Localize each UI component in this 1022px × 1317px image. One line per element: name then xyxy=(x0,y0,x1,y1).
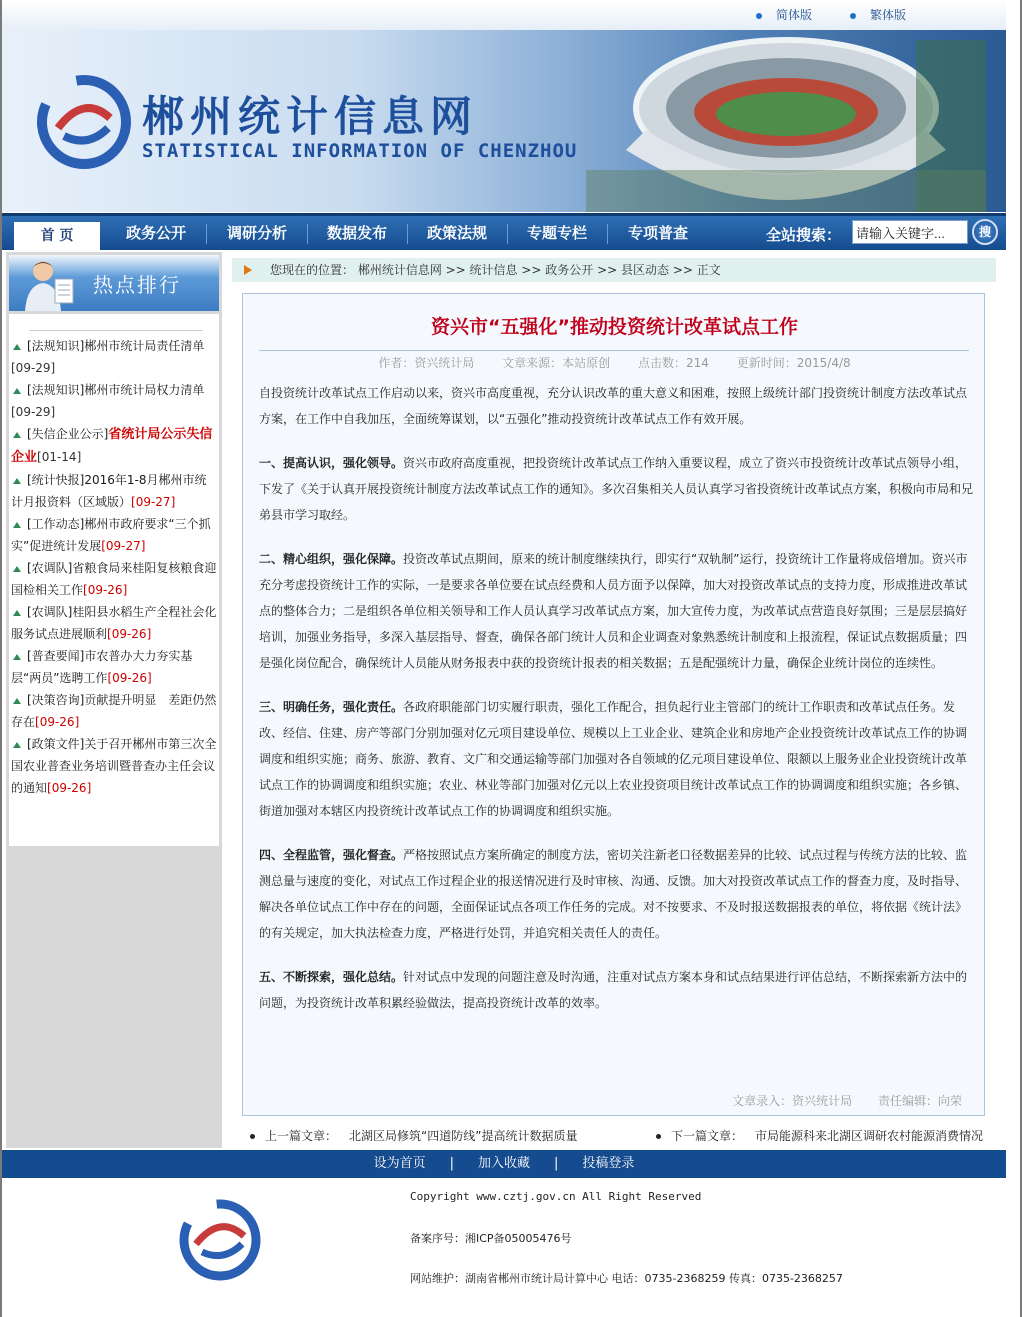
prev-article-link[interactable]: 北湖区局修筑“四道防线”提高统计数据质量 xyxy=(349,1129,578,1143)
nav-item-government[interactable]: 政务公开 xyxy=(126,224,187,242)
separator: | xyxy=(554,1156,559,1171)
nav-item-census[interactable]: 专项普查 xyxy=(628,224,689,242)
news-date: [09-27] xyxy=(131,495,176,509)
article-section xyxy=(259,694,973,824)
section-text: 各政府职能部门切实履行职责，强化工作配合，担负起行业主管部门的统计工作职责和改革试点任务。发改、经信、住建、房产等部门分别加强对亿元项目建设单位、规模以上工业企业、建筑企业和房地产企业投资统计改革试点工作的协调调度和组织实施；商务、旅游、教育、文广和交通运输等部门加强对各自领域的亿元项目建设单位、限额以上服务业企业投资统计改革试点工作的协调调度和组织实施；农业、林业等部门加强对亿元以上农业投资项目统计改革试点工作的协调调度和组织实施；各乡镇、街道加强对本辖区内投资统计改革试点工作的协调调度和组织实施。 xyxy=(259,700,968,818)
triangle-icon xyxy=(13,742,21,748)
site-footer xyxy=(2,1180,1006,1300)
divider xyxy=(259,350,969,351)
article-editor: 责任编辑：向荣 xyxy=(877,1094,962,1108)
reporter-avatar-icon xyxy=(21,257,77,311)
sidebar-header xyxy=(9,255,219,311)
search-label: 全站搜索： xyxy=(766,226,842,244)
news-date: [09-26] xyxy=(83,583,128,597)
section-heading: 一、提高认识，强化领导。 xyxy=(259,456,404,470)
breadcrumb xyxy=(232,258,996,282)
news-date: [09-26] xyxy=(47,781,92,795)
hot-news-item[interactable] xyxy=(11,689,217,733)
nav-home[interactable]: 首 页 xyxy=(14,222,100,250)
news-title[interactable]: 省粮食局来桂阳复核粮食迎国检相关工作 xyxy=(11,561,217,597)
site-logo-icon xyxy=(36,74,132,170)
triangle-icon xyxy=(13,654,21,660)
news-title[interactable]: 市农普办大力夯实基层“两员”选聘工作 xyxy=(11,649,193,685)
nav-item-policy[interactable]: 政策法规 xyxy=(427,224,488,242)
news-category: [普查要闻] xyxy=(27,649,85,663)
article-intro: 自投资统计改革试点工作启动以来，资兴市高度重视，充分认识改革的重大意义和困难，按照上级统计部门投资统计制度方法改革试点方案，在工作中自我加压，全面统筹谋划，以“五强化”推动投资统计改革试点工作有效开展。 xyxy=(259,386,968,426)
news-category: [工作动态] xyxy=(27,517,85,531)
news-category: [法规知识] xyxy=(27,383,85,397)
news-title[interactable]: 2016年1-8月郴州市统计月报资料（区域版） xyxy=(11,473,207,509)
separator: | xyxy=(449,1156,454,1171)
triangle-icon xyxy=(13,610,21,616)
news-title[interactable]: 郴州市统计局权力清单 xyxy=(84,383,205,397)
article xyxy=(242,293,985,1116)
news-date: [09-27] xyxy=(101,539,146,553)
news-date: [09-26] xyxy=(107,627,152,641)
simplified-link[interactable] xyxy=(756,6,812,23)
copyright-text: Copyright www.cztj.gov.cn All Right Reserved xyxy=(410,1190,702,1203)
article-section xyxy=(259,842,973,946)
news-title[interactable]: 郴州市统计局责任清单 xyxy=(84,339,205,353)
section-heading: 三、明确任务，强化责任。 xyxy=(259,700,404,714)
news-date: [09-29] xyxy=(11,361,56,375)
section-text: 严格按照试点方案所确定的制度方法，密切关注新老口径数据差异的比较、试点过程与传统方法的比较、监测总量与速度的变化，对试点工作过程企业的报送情况进行及时审核、沟通、反馈。加大对投资改革试点工作的督查力度，及时指导、解决各单位试点工作中存在的问题，全面保证试点各项工作任务的完成。对不按要求、不及时报送数据报表的单位，将依据《统计法》的有关规定，加大执法检查力度，严格进行处罚，并追究相关责任人的责任。 xyxy=(259,848,968,940)
stadium-image xyxy=(586,30,986,212)
nav-separator xyxy=(407,224,408,244)
site-title: 郴州统计信息网 xyxy=(142,92,479,141)
bullet-icon xyxy=(250,1134,255,1139)
bullet-icon xyxy=(656,1134,661,1139)
hot-news-item[interactable] xyxy=(11,601,217,645)
hot-news-list xyxy=(9,314,219,846)
prev-article xyxy=(250,1127,577,1144)
nav-separator xyxy=(507,224,508,244)
news-category: [统计快报] xyxy=(27,473,85,487)
section-text: 资兴市政府高度重视，把投资统计改革试点工作纳入重要议程，成立了资兴市投资统计改革试点领导小组，下发了《关于认真开展投资统计制度方法改革试点工作的通知》。多次召集相关人员认真学习省投资统计改革试点方案，积极向市局和兄弟县市学习取经。 xyxy=(259,456,974,522)
site-subtitle: STATISTICAL INFORMATION OF CHENZHOU xyxy=(142,140,578,162)
traditional-link[interactable] xyxy=(850,6,906,23)
hot-news-item[interactable] xyxy=(11,335,217,379)
news-category: [失信企业公示] xyxy=(27,427,109,441)
nav-separator xyxy=(607,224,608,244)
icp-text: 备案序号：湘ICP备05005476号 xyxy=(410,1232,572,1245)
article-footer xyxy=(710,1092,962,1109)
article-section xyxy=(259,450,973,528)
article-author: 作者：资兴统计局 xyxy=(378,356,475,370)
next-article xyxy=(656,1127,983,1144)
maintainer-text: 网站维护：湖南省郴州市统计局计算中心 电话：0735-2368259 传真：0735-2368257 xyxy=(410,1272,843,1285)
article-source: 文章来源：本站原创 xyxy=(502,356,611,370)
traditional-label[interactable]: 繁体版 xyxy=(870,8,907,22)
news-title[interactable]: 省统计局公示失信企业 xyxy=(11,427,213,465)
hot-news-item[interactable] xyxy=(11,379,217,423)
news-title[interactable]: 贡献提升明显 差距仍然存在 xyxy=(11,693,217,729)
hot-news-item[interactable] xyxy=(11,513,217,557)
nav-separator xyxy=(206,224,207,244)
hot-news-item[interactable] xyxy=(11,423,217,469)
article-title: 资兴市“五强化”推动投资统计改革试点工作 xyxy=(431,316,798,338)
hot-news-item[interactable] xyxy=(11,469,217,513)
triangle-icon xyxy=(13,344,21,350)
hot-news-item[interactable] xyxy=(11,557,217,601)
set-home-link[interactable]: 设为首页 xyxy=(373,1156,426,1171)
submit-login-link[interactable]: 投稿登录 xyxy=(582,1156,635,1171)
prev-label: 上一篇文章： xyxy=(265,1129,338,1143)
article-updated: 更新时间：2015/4/8 xyxy=(736,356,851,370)
next-article-link[interactable]: 市局能源科来北湖区调研农村能源消费情况 xyxy=(755,1129,984,1143)
section-heading: 五、不断探索，强化总结。 xyxy=(259,970,404,984)
news-category: [政策文件] xyxy=(27,737,85,751)
triangle-icon xyxy=(13,522,21,528)
nav-item-research[interactable]: 调研分析 xyxy=(227,224,288,242)
bullet-icon xyxy=(850,13,856,19)
hot-news-item[interactable] xyxy=(11,733,217,799)
breadcrumb-text[interactable]: 您现在的位置： 郴州统计信息网 >> 统计信息 >> 政务公开 >> 县区动态 >> 正文 xyxy=(270,263,721,277)
nav-item-topics[interactable]: 专题专栏 xyxy=(527,224,588,242)
hot-news-item[interactable] xyxy=(11,645,217,689)
triangle-icon xyxy=(13,698,21,704)
news-date: [09-26] xyxy=(35,715,80,729)
article-section xyxy=(259,546,973,676)
triangle-icon xyxy=(13,388,21,394)
article-clicks: 点击数：214 xyxy=(638,356,709,370)
section-text: 投资改革试点期间，原来的统计制度继续执行，即实行“双轨制”运行，投资统计工作量将成倍增加。资兴市充分考虑投资统计工作的实际，一是要求各单位要在试点经费和人员方面予以保障，加大对投资改革试点的支持力度，形成推进改革试点的整体合力；二是组织各单位相关领导和工作人员认真学习改革试点方案，加大宣传力度，为改革试点营造良好氛围；三是层层搞好培训，加强业务指导，多深入基层指导、督查，确保各部门统计人员和企业调查对象熟悉统计制度和上报流程，保证试点数据质量；四是强化岗位配合，确保统计人员能从财务报表中获的投资统计报表的相关数据；五是配强统计力量，确保企业统计岗位的连续性。 xyxy=(259,552,968,670)
footer-logo-icon xyxy=(176,1198,264,1282)
top-bar xyxy=(2,0,1006,30)
simplified-label[interactable]: 简体版 xyxy=(776,8,813,22)
site-banner xyxy=(2,30,1006,212)
news-category: [农调队] xyxy=(27,605,73,619)
add-favorite-link[interactable]: 加入收藏 xyxy=(477,1156,530,1171)
article-entry: 文章录入：资兴统计局 xyxy=(732,1094,853,1108)
news-category: [决策咨询] xyxy=(27,693,85,707)
news-date: [09-26] xyxy=(107,671,152,685)
news-title[interactable]: 关于召开郴州市第三次全国农业普查业务培训暨普查办主任会议的通知 xyxy=(11,737,217,795)
section-text: 针对试点中发现的问题注意及时沟通，注重对试点方案本身和试点结果进行评估总结，不断探索新方法中的问题，为投资统计改革积累经验做法，提高投资统计改革的效率。 xyxy=(259,970,968,1010)
arrow-icon xyxy=(244,265,252,275)
next-label: 下一篇文章： xyxy=(671,1129,744,1143)
news-date: [01-14] xyxy=(37,450,82,464)
footer-links xyxy=(2,1150,1006,1178)
news-category: [法规知识] xyxy=(27,339,85,353)
search-button[interactable]: 搜 xyxy=(972,219,998,245)
divider xyxy=(29,330,203,331)
article-meta xyxy=(243,354,986,371)
main-nav xyxy=(2,213,1006,250)
triangle-icon xyxy=(13,478,21,484)
sidebar-title: 热点排行 xyxy=(93,273,181,297)
article-section xyxy=(259,964,973,1016)
section-heading: 二、精心组织，强化保障。 xyxy=(259,552,404,566)
article-body xyxy=(259,380,973,1034)
sidebar xyxy=(6,252,222,1148)
news-title[interactable]: 桂阳县水稻生产全程社会化服务试点进展顺利 xyxy=(11,605,217,641)
triangle-icon xyxy=(13,432,21,438)
news-title[interactable]: 郴州市政府要求“三个抓实”促进统计发展 xyxy=(11,517,211,553)
news-category: [农调队] xyxy=(27,561,73,575)
triangle-icon xyxy=(13,566,21,572)
section-heading: 四、全程监管，强化督查。 xyxy=(259,848,404,862)
news-date: [09-29] xyxy=(11,405,56,419)
bullet-icon xyxy=(756,13,762,19)
nav-separator xyxy=(307,224,308,244)
search-input[interactable] xyxy=(852,220,968,244)
nav-item-data[interactable]: 数据发布 xyxy=(327,224,388,242)
